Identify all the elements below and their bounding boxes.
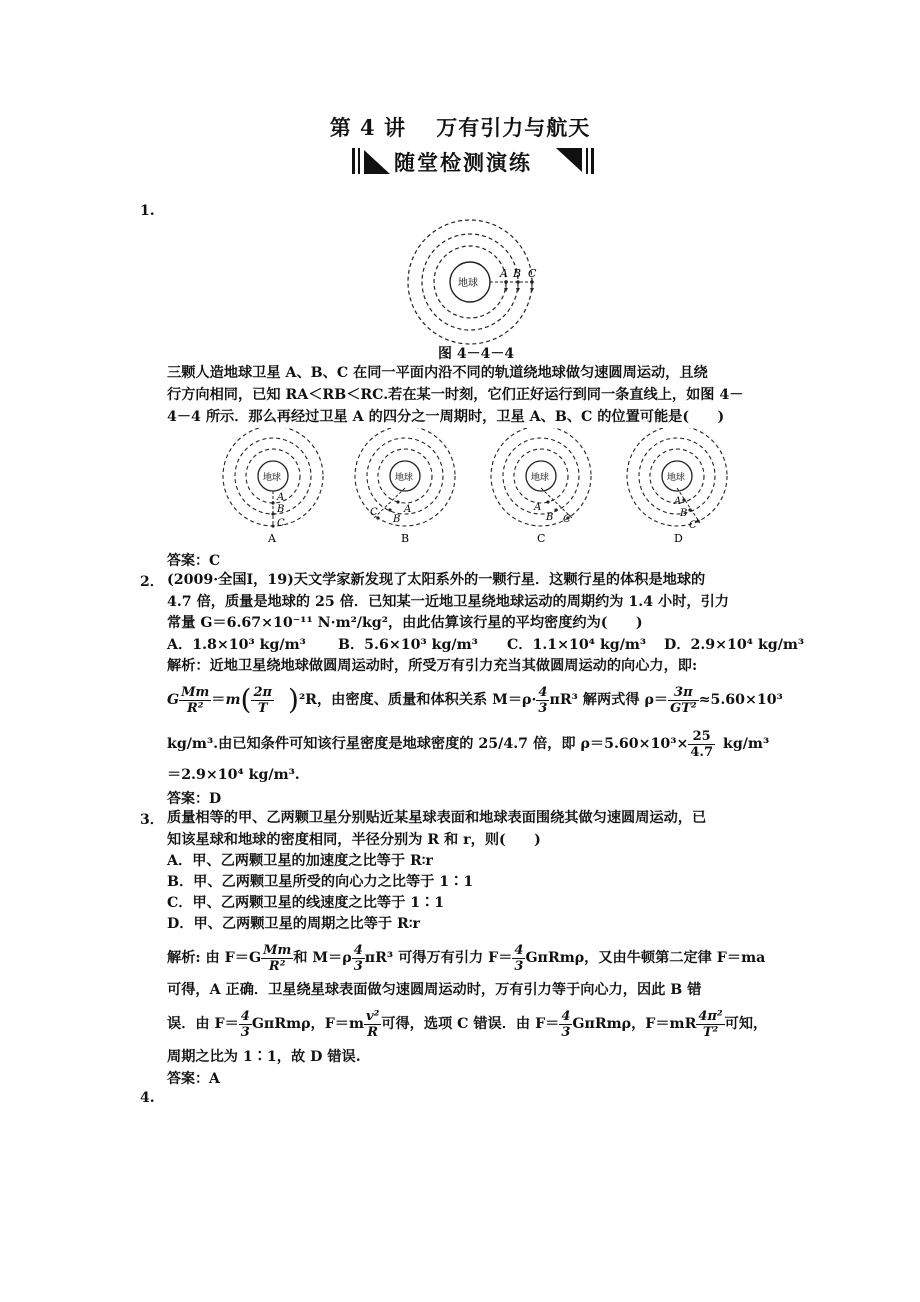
sat-label-b: B [546, 512, 554, 523]
q3-choice-d: D．甲、乙两颗卫星的周期之比等于 R∶r [167, 916, 421, 932]
q3-choice-c: C．甲、乙两颗卫星的线速度之比等于 1∶1 [167, 895, 445, 911]
fraction-25-4.7: $\frac{25}{4.7}$ [690, 728, 713, 760]
q3-analysis-line-3 [167, 1002, 767, 1046]
option-c-diagram [488, 428, 598, 546]
option-d-caption: D [674, 532, 683, 545]
q2-line-1: (2009·全国Ⅰ，19)天文学家新发现了太阳系外的一颗行星．这颗行星的体积是地球的 [167, 572, 706, 588]
q3-analysis-line-2: 可得，A 正确．卫星绕星球表面做匀速圆周运动时，万有引力等于向心力，因此 B 错 [167, 982, 702, 998]
question-3-number: 3． [140, 812, 164, 828]
sat-label-a: A [674, 496, 682, 507]
sat-label-a: A [500, 267, 508, 280]
q3-a3-mid3: GπRmρ，F＝mR [572, 1015, 697, 1032]
q2-eq-text-1: ²R，由密度、质量和体积关系 M＝ρ· [298, 691, 537, 708]
q3-choice-b: B．甲、乙两颗卫星所受的向心力之比等于 1∶1 [167, 874, 474, 890]
earth-label: 地球 [667, 473, 686, 483]
q2-analysis-text: kg/m³.由已知条件可知该行星密度是地球密度的 25/4.7 倍，即 ρ＝5.60×10³× [167, 735, 689, 752]
earth-label: 地球 [263, 473, 282, 483]
option-d-diagram [624, 428, 734, 546]
q3-a3-post: 可知， [724, 1015, 768, 1032]
figure-4-4-4 [400, 218, 550, 348]
q2-answer: 答案：D [167, 791, 222, 807]
sat-label-b: B [513, 267, 522, 280]
section-banner [352, 146, 594, 176]
q2-choice-b: B．5.6×10³ kg/m³ [338, 637, 478, 653]
sat-label-a: A [277, 492, 285, 503]
q3-line-2: 知该星球和地球的密度相同，半径分别为 R 和 r，则( ) [167, 832, 541, 848]
sat-label-b: B [680, 508, 688, 519]
option-a-diagram [220, 428, 330, 546]
q3-a3-mid2: 可得，选项 C 错误．由 F＝ [381, 1015, 560, 1032]
q3-a3-mid: GπRmρ，F＝m [251, 1015, 365, 1032]
sat-label-c: C [277, 518, 285, 529]
q3-answer: 答案：A [167, 1071, 220, 1087]
q2-equation-line: G $\frac{Mm}{\text{R²}}$ ＝m ( $\frac{2\pi}{T}$ ) ²R，由密度、质量和体积关系 M＝ρ· $\frac{4}{3}$ πR³ 解两式得 ρ＝ $\frac{3\pi}{\text{GT²}}$ ≈5.60×10³ [167, 683, 783, 716]
q3-choice-a: A．甲、乙两颗卫星的加速度之比等于 R∶r [167, 853, 433, 869]
sat-label-b: B [277, 504, 285, 515]
option-c-caption: C [537, 532, 546, 545]
earth-label: 地球 [458, 278, 478, 289]
q1-answer: 答案：C [167, 553, 221, 569]
fraction-4-3: $\frac{4}{3}$ [561, 1008, 571, 1040]
sat-label-c: C [370, 507, 378, 518]
q3-line-1: 质量相等的甲、乙两颗卫星分别贴近某星球表面和地球表面围绕其做匀速圆周运动，已 [167, 810, 707, 826]
earth-label: 地球 [531, 473, 550, 483]
fraction-v2-r: $\frac{\text{v²}}{R}$ [366, 1008, 380, 1040]
q2-line-3: 常量 G＝6.67×10⁻¹¹ N·m²/kg²，由此估算该行星的平均密度约为( ) [167, 615, 643, 631]
q2-analysis-line-4: ＝2.9×10⁴ kg/m³. [167, 767, 300, 783]
sat-label-c: C [528, 267, 537, 280]
fraction-mm-r2: $\frac{Mm}{\text{R²}}$ [181, 684, 210, 716]
sat-label-c: C [689, 520, 697, 531]
q2-choice-a: A．1.8×10³ kg/m³ [167, 637, 306, 653]
option-a-caption: A [268, 532, 276, 545]
q3-analysis-line-4: 周期之比为 1∶1，故 D 错误. [167, 1049, 361, 1065]
sat-label-b: B [393, 514, 401, 525]
lecture-title: 第 4 讲 万有引力与航天 [329, 115, 591, 140]
q2-choice-d: D．2.9×10⁴ kg/m³ [664, 637, 805, 653]
q2-analysis-line-1: 解析：近地卫星绕地球做圆周运动时，所受万有引力充当其做圆周运动的向心力，即: [167, 658, 698, 674]
option-b-caption: B [401, 532, 410, 545]
question-1-number: 1. [140, 203, 155, 219]
sat-label-a: A [534, 502, 542, 513]
fraction-4-3: $\frac{4}{3}$ [538, 684, 548, 716]
q1-text-line-1: 三颗人造地球卫星 A、B、C 在同一平面内沿不同的轨道绕地球做匀速圆周运动，且绕 [167, 365, 708, 381]
q3-a1-post: GπRmρ，又由牛顿第二定律 F＝ma [525, 949, 766, 966]
q1-text-line-3: 4－4 所示．那么再经过卫星 A 的四分之一周期时，卫星 A、B、C 的位置可能是( ) [167, 409, 725, 425]
q1-text-line-2: 行方向相同，已知 RA＜RB＜RC.若在某一时刻，它们正好运行到同一条直线上，如图 4－ [167, 387, 744, 403]
q2-line-2: 4.7 倍，质量是地球的 25 倍．已知某一近地卫星绕地球运动的周期约为 1.4 小时，引力 [167, 594, 729, 610]
figure-caption: 图 4－4－4 [438, 346, 515, 362]
earth-label: 地球 [395, 473, 414, 483]
q2-analysis-line-3 [167, 722, 769, 766]
q3-a3-pre: 误．由 F＝ [167, 1015, 239, 1032]
q3-a1-mid: 和 M＝ρ [293, 949, 352, 966]
fraction-3pi-gt2: $\frac{3\pi}{\text{GT²}}$ [670, 684, 697, 716]
fraction-mm-r2: $\frac{Mm}{\text{R²}}$ [263, 942, 292, 974]
q3-a1-text: 解析: 由 F＝G [167, 949, 262, 966]
q2-choice-c: C．1.1×10⁴ kg/m³ [507, 637, 647, 653]
fraction-4-3: $\frac{4}{3}$ [353, 942, 363, 974]
sat-label-c: C [563, 514, 571, 525]
fraction-4-3: $\frac{4}{3}$ [514, 942, 524, 974]
q3-a1-mid2: πR³ 可得万有引力 F＝ [364, 949, 513, 966]
q2-eq-text-2: πR³ 解两式得 ρ＝ [549, 691, 669, 708]
banner-title: 随堂检测演练 [394, 151, 532, 175]
fraction-4-3: $\frac{4}{3}$ [240, 1008, 250, 1040]
question-4-number: 4. [140, 1090, 155, 1106]
q2-analysis-unit: kg/m³ [723, 735, 770, 752]
q3-analysis-line-1 [167, 936, 765, 980]
option-b-diagram [352, 428, 462, 546]
fraction-4pi2-t2: $\frac{\text{4π²}}{\text{T²}}$ [698, 1008, 723, 1040]
fraction-2pi-t: $\frac{2\pi}{T}$ [253, 684, 272, 716]
sat-label-a: A [404, 504, 412, 515]
q2-eq-text-3: ≈5.60×10³ [698, 691, 783, 708]
question-2-number: 2． [140, 574, 164, 590]
